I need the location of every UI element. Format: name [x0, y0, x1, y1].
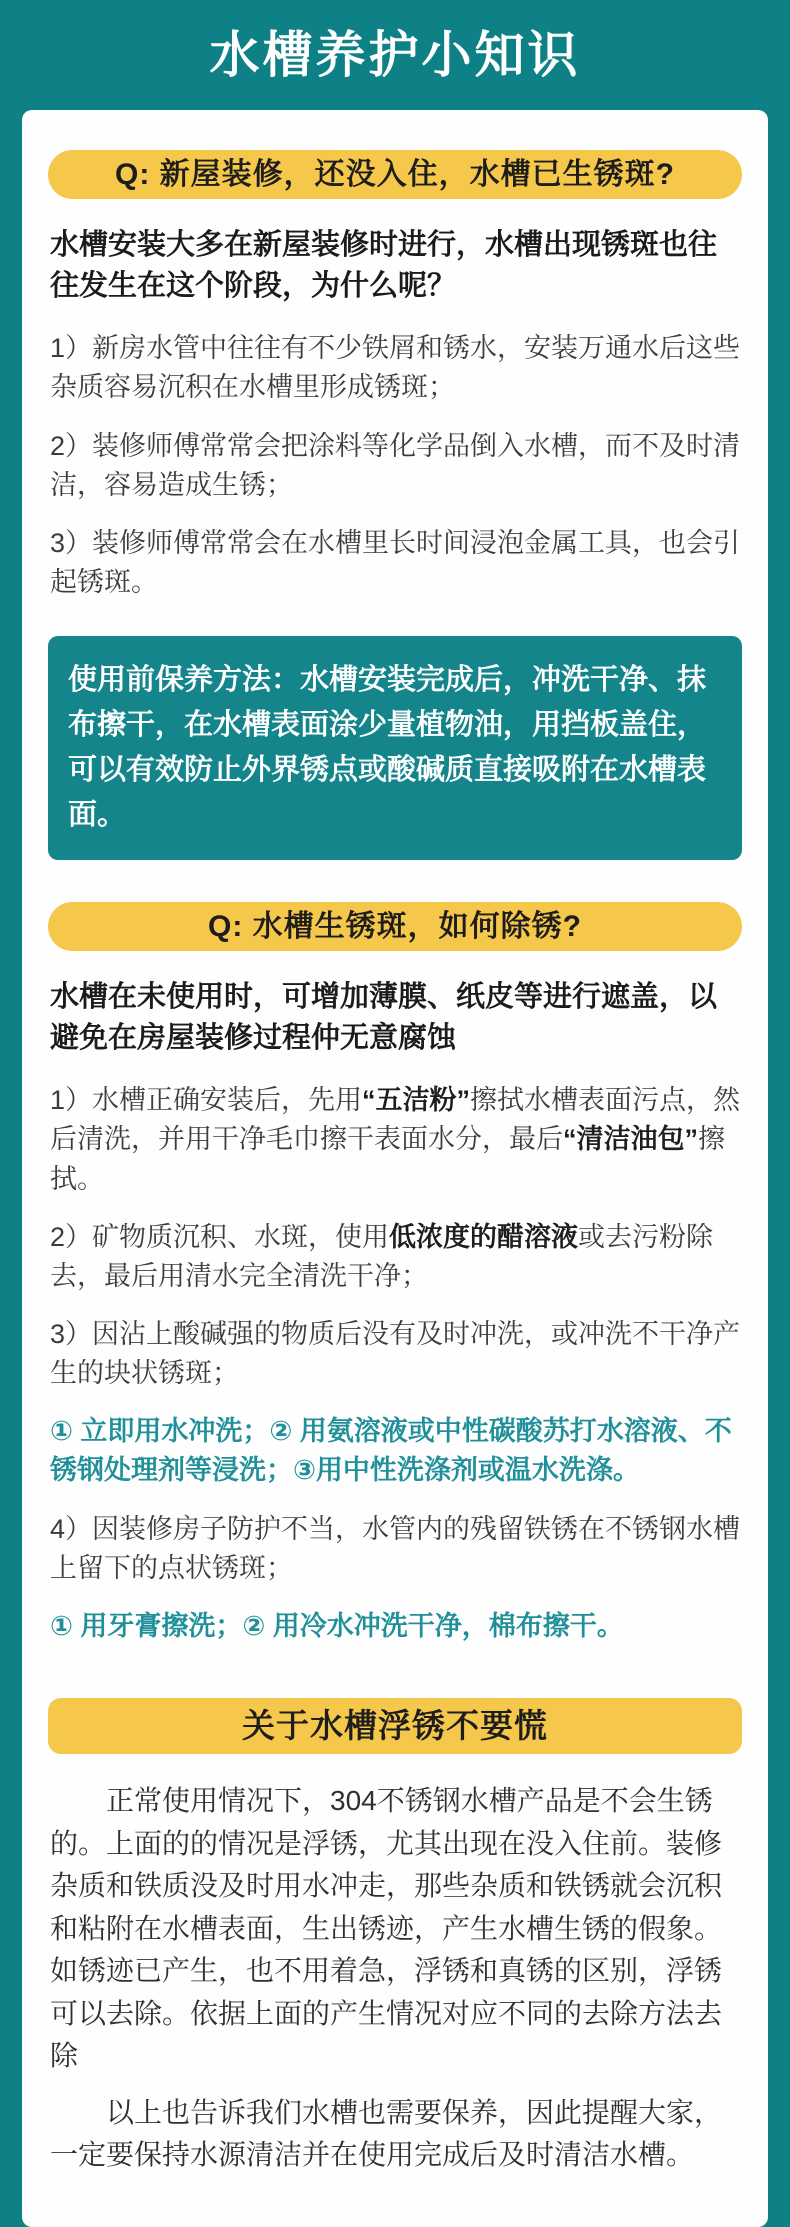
text-segment: “清洁油包” [563, 1124, 698, 1155]
text-segment: 2）矿物质沉积、水斑，使用 [50, 1221, 390, 1252]
text-segment: 1）水槽正确安装后，先用 [50, 1085, 363, 1116]
text-segment: ① 立即用水冲洗；② 用氨溶液或中性碳酸苏打水溶液、不锈钢处理剂等浸洗；③用中性洗涤剂或温水洗涤。 [50, 1416, 732, 1486]
floating-rust-paragraphs [48, 1780, 742, 2177]
rust-removal-item-4 [50, 1510, 740, 1588]
rust-removal-item-2 [50, 1218, 740, 1296]
question-banner-rust-removal: Q: 水槽生锈斑，如何除锈? [48, 902, 742, 951]
text-segment: 4）因装修房子防护不当，水管内的残留铁锈在不锈钢水槽上留下的点状锈斑； [50, 1513, 741, 1583]
rust-cause-item-3: 3）装修师傅常常会在水槽里长时间浸泡金属工具，也会引起锈斑。 [50, 527, 741, 598]
rust-removal-item-1 [50, 1081, 740, 1198]
floating-rust-paragraph-1: 正常使用情况下，304不锈钢水槽产品是不会生锈的。上面的的情况是浮锈，尤其出现在没入住前。装修杂质和铁质没及时用水冲走，那些杂质和铁锈就会沉积和粘附在水槽表面，生出锈迹，产生水槽生锈的假象。如锈迹已产生，也不用着急，浮锈和真锈的区别，浮锈可以去除。依据上面的产生情况对应不同的去除方法去除 [50, 1784, 723, 2072]
content-card [22, 110, 768, 2227]
text-segment: 或去污粉除去，最后用清水完全清洗干净； [50, 1221, 714, 1291]
rust-removal-item-3 [50, 1315, 740, 1393]
text-segment: 擦拭水槽表面污点，然后清洗，并用干净毛巾擦干表面水分，最后 [50, 1085, 741, 1155]
floating-rust-paragraph-2: 以上也告诉我们水槽也需要保养，因此提醒大家，一定要保持水源清洁并在使用完成后及时清洁水槽。 [50, 2096, 723, 2171]
floating-rust-banner: 关于水槽浮锈不要慌 [48, 1698, 742, 1754]
pre-use-care-tip-box: 使用前保养方法：水槽安装完成后，冲洗干净、抹布擦干，在水槽表面涂少量植物油，用挡板盖住，可以有效防止外界锈点或酸碱质直接吸附在水槽表面。 [48, 636, 742, 860]
text-segment: “五洁粉” [362, 1085, 471, 1116]
text-segment: 3）因沾上酸碱强的物质后没有及时冲洗，或冲洗不干净产生的块状锈斑； [50, 1318, 741, 1389]
text-segment: 低浓度的醋溶液 [389, 1221, 579, 1252]
rust-cause-item-2: 2）装修师傅常常会把涂料等化学品倒入水槽，而不及时清洁，容易造成生锈； [50, 430, 741, 500]
text-segment: ① 用牙膏擦洗；② 用冷水冲洗干净，棉布擦干。 [50, 1610, 624, 1641]
question-banner-rust-cause: Q: 新屋装修，还没入住，水槽已生锈斑? [48, 150, 742, 199]
page-title: 水槽养护小知识 [209, 27, 581, 83]
rust-removal-lead: 水槽在未使用时，可增加薄膜、纸皮等进行遮盖，以避免在房屋装修过程仲无意腐蚀 [50, 980, 718, 1055]
rust-cause-item-1: 1）新房水管中往往有不少铁屑和锈水，安装万通水后这些杂质容易沉积在水槽里形成锈斑； [50, 333, 741, 403]
text-segment: 擦拭。 [50, 1124, 725, 1194]
rust-cause-lead: 水槽安装大多在新屋装修时进行，水槽出现锈斑也往往发生在这个阶段，为什么呢？ [50, 229, 718, 303]
rust-removal-item-3-steps [50, 1412, 740, 1490]
rust-removal-item-4-steps [50, 1607, 740, 1646]
